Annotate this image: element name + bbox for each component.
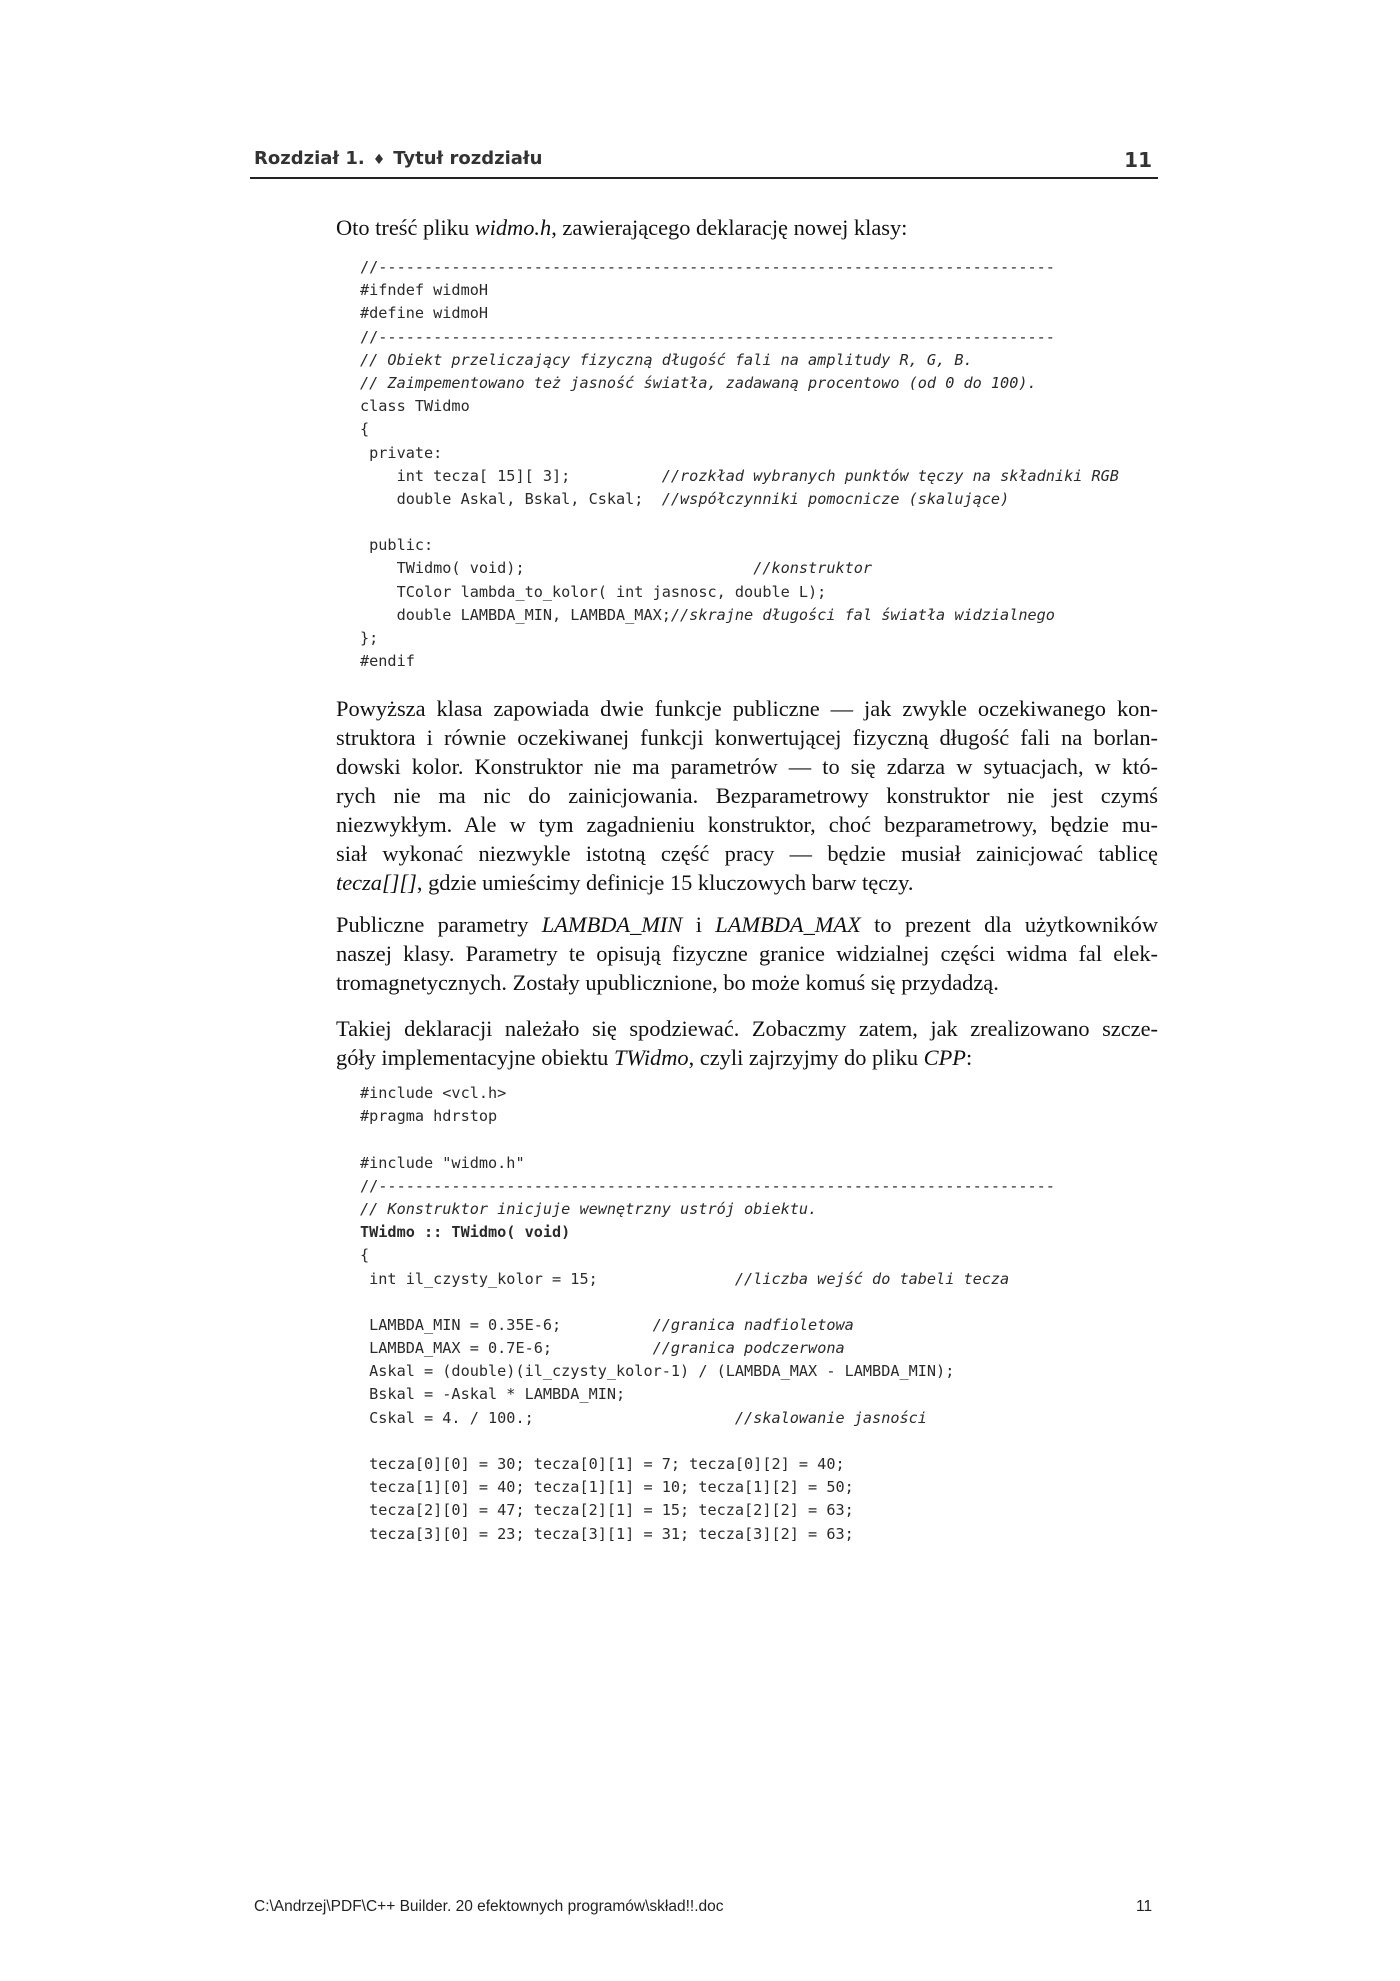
diamond-separator-icon: ♦ <box>372 152 386 168</box>
text-run: to prezent dla użytkowników <box>860 912 1158 937</box>
code-comment: //współczynniki pomocnicze (skalujące) <box>661 489 1010 508</box>
running-header <box>250 147 1158 179</box>
code-text: #pragma hdrstop <box>360 1107 498 1126</box>
code-text: private: <box>360 443 443 462</box>
code-line <box>360 1383 1160 1406</box>
code-text: //-------------------------------------------------------------------------- <box>360 258 1055 276</box>
body-paragraph-1 <box>336 694 1158 897</box>
code-text: { <box>360 1246 370 1265</box>
code-text: tecza[2][0] = 47; tecza[2][1] = 15; tecza[2][2] = 63; <box>360 1501 854 1520</box>
chapter-title: Tytuł rozdziału <box>393 148 543 169</box>
code-comment: //rozkład wybranych punktów tęczy na składniki RGB <box>661 466 1119 485</box>
code-text: }; <box>360 629 379 647</box>
code-line <box>360 557 1160 580</box>
code-line <box>360 488 1160 511</box>
intro-paragraph <box>336 213 1158 242</box>
code-text: TWidmo( void); <box>360 559 754 578</box>
chapter-label: Rozdział 1. <box>254 148 365 169</box>
text-run: Oto treść pliku <box>336 215 475 240</box>
paragraph-line <box>336 910 1158 939</box>
code-line <box>360 1476 1160 1499</box>
filename-emphasis: widmo.h <box>474 215 552 240</box>
code-line <box>360 1291 1160 1314</box>
code-line <box>360 1082 1160 1105</box>
code-text: { <box>360 420 370 439</box>
text-run: góły implementacyjne obiektu <box>336 1045 614 1070</box>
paragraph-line: niezwykłym. Ale w tym zagadnieniu konstruktor, choć bezparametrowy, będzie mu- <box>336 812 1158 837</box>
footer-file-path: C:\Andrzej\PDF\C++ Builder. 20 efektownych programów\skład!!.doc <box>254 1898 724 1915</box>
identifier-emphasis: tecza[][] <box>336 870 417 895</box>
code-text: //-------------------------------------------------------------------------- <box>360 1176 1055 1195</box>
code-line <box>360 1221 1160 1244</box>
paragraph-line: rych nie ma nic do zainicjowania. Bezparametrowy konstruktor nie jest czymś <box>336 783 1158 808</box>
paragraph-line: tromagnetycznych. Zostały upublicznione, bo może komuś się przydadzą. <box>336 970 999 995</box>
paragraph-line: Takiej deklaracji należało się spodziewać. Zobaczmy zatem, jak zrealizowano szcze- <box>336 1016 1158 1041</box>
code-line <box>360 349 1160 372</box>
code-line <box>360 1523 1160 1546</box>
identifier-emphasis: LAMBDA_MAX <box>715 912 861 937</box>
paragraph-line <box>336 868 1158 897</box>
code-line <box>360 1314 1160 1337</box>
code-text: TColor lambda_to_kolor( int jasnosc, double L); <box>360 582 827 601</box>
code-line <box>360 1152 1160 1175</box>
code-line <box>360 1430 1160 1453</box>
code-text: double Askal, Bskal, Cskal; <box>360 489 662 508</box>
code-text: double LAMBDA_MIN, LAMBDA_MAX; <box>360 605 671 624</box>
code-line <box>360 511 1160 534</box>
code-text: #include "widmo.h" <box>360 1153 525 1172</box>
paragraph-line <box>336 1043 1158 1072</box>
paragraph-line: siał wykonać niezwykle istotną część pracy — będzie musiał zainicjować tablicę <box>336 841 1158 866</box>
code-line <box>360 395 1160 418</box>
code-text: // Obiekt przeliczający fizyczną długość fali na amplitudy R, G, B. <box>360 350 973 369</box>
code-listing-cpp <box>360 1082 1160 1546</box>
code-line <box>360 1175 1160 1198</box>
text-run: , gdzie umieścimy definicje 15 kluczowych barw tęczy. <box>416 870 914 895</box>
paragraph-line: dowski kolor. Konstruktor nie ma parametrów — to się zdarza w sytuacjach, w któ- <box>336 754 1158 779</box>
code-line <box>360 1244 1160 1267</box>
code-text: tecza[0][0] = 30; tecza[0][1] = 7; tecza[0][2] = 40; <box>360 1455 845 1473</box>
code-text: int il_czysty_kolor = 15; <box>360 1269 735 1288</box>
code-line <box>360 1407 1160 1430</box>
code-text: LAMBDA_MIN = 0.35E-6; <box>360 1315 653 1334</box>
code-line <box>360 534 1160 557</box>
chapter-heading <box>254 148 542 169</box>
text-run: Publiczne parametry <box>336 912 542 937</box>
identifier-emphasis: TWidmo <box>613 1045 689 1070</box>
text-run: , zawierającego deklarację nowej klasy: <box>551 215 908 240</box>
code-text: Askal = (double)(il_czysty_kolor-1) / (LAMBDA_MAX - LAMBDA_MIN); <box>360 1362 955 1381</box>
code-line <box>360 465 1160 488</box>
code-line <box>360 1105 1160 1128</box>
code-comment: //granica nadfioletowa <box>652 1315 854 1334</box>
code-comment: //liczba wejść do tabeli tecza <box>734 1269 1010 1288</box>
code-text: TWidmo :: TWidmo( void) <box>360 1223 571 1242</box>
code-line <box>360 1499 1160 1522</box>
identifier-emphasis: CPP <box>923 1045 966 1070</box>
code-comment: //konstruktor <box>753 559 873 578</box>
paragraph-line: struktora i równie oczekiwanej funkcji konwertującej fizyczną długość fali na borlan- <box>336 725 1158 750</box>
code-line <box>360 1337 1160 1360</box>
code-line <box>360 1198 1160 1221</box>
code-comment: //skalowanie jasności <box>734 1408 927 1427</box>
code-text: int tecza[ 15][ 3]; <box>360 466 662 485</box>
code-comment: //granica podczerwona <box>652 1339 845 1358</box>
paragraph-line: Powyższa klasa zapowiada dwie funkcje publiczne — jak zwykle oczekiwanego kon- <box>336 696 1158 721</box>
code-line <box>360 442 1160 465</box>
code-line <box>360 302 1160 325</box>
text-run: : <box>965 1045 973 1070</box>
code-listing-header <box>360 256 1160 673</box>
code-text: public: <box>360 536 434 555</box>
code-line <box>360 627 1160 650</box>
code-text: #include <vcl.h> <box>360 1084 507 1102</box>
identifier-emphasis: LAMBDA_MIN <box>541 912 683 937</box>
body-paragraph-2 <box>336 910 1158 997</box>
code-text: #define widmoH <box>360 304 489 323</box>
code-line <box>360 279 1160 302</box>
footer-page-number: 11 <box>1136 1898 1153 1915</box>
text-run: , czyli zajrzyjmy do pliku <box>688 1045 924 1070</box>
code-text: class TWidmo <box>360 397 470 416</box>
code-text: Bskal = -Askal * LAMBDA_MIN; <box>360 1385 626 1404</box>
code-text: Cskal = 4. / 100.; <box>360 1408 735 1427</box>
code-text: LAMBDA_MAX = 0.7E-6; <box>360 1339 653 1358</box>
code-text: tecza[1][0] = 40; tecza[1][1] = 10; tecza[1][2] = 50; <box>360 1478 854 1497</box>
code-line <box>360 256 1160 279</box>
code-line <box>360 418 1160 441</box>
code-comment: //skrajne długości fal światła widzialnego <box>670 605 1055 624</box>
code-line <box>360 604 1160 627</box>
body-paragraph-3 <box>336 1014 1158 1072</box>
code-line <box>360 581 1160 604</box>
paragraph-line: naszej klasy. Parametry te opisują fizyczne granice widzialnej części widma fal elek- <box>336 941 1158 966</box>
code-line <box>360 326 1160 349</box>
code-line <box>360 650 1160 673</box>
code-text: #ifndef widmoH <box>360 281 489 300</box>
code-text: #endif <box>360 652 415 671</box>
code-line <box>360 372 1160 395</box>
code-text: //-------------------------------------------------------------------------- <box>360 327 1055 346</box>
code-line <box>360 1268 1160 1291</box>
code-line <box>360 1453 1160 1476</box>
code-line <box>360 1128 1160 1151</box>
code-text: // Zaimpementowano też jasność światła, zadawaną procentowo (od 0 do 100). <box>360 373 1037 392</box>
code-line <box>360 1360 1160 1383</box>
code-text: // Konstruktor inicjuje wewnętrzny ustrój obiektu. <box>360 1199 818 1218</box>
header-page-number: 11 <box>1124 148 1152 172</box>
code-text: tecza[3][0] = 23; tecza[3][1] = 31; tecza[3][2] = 63; <box>360 1524 854 1543</box>
text-run: i <box>682 912 716 937</box>
